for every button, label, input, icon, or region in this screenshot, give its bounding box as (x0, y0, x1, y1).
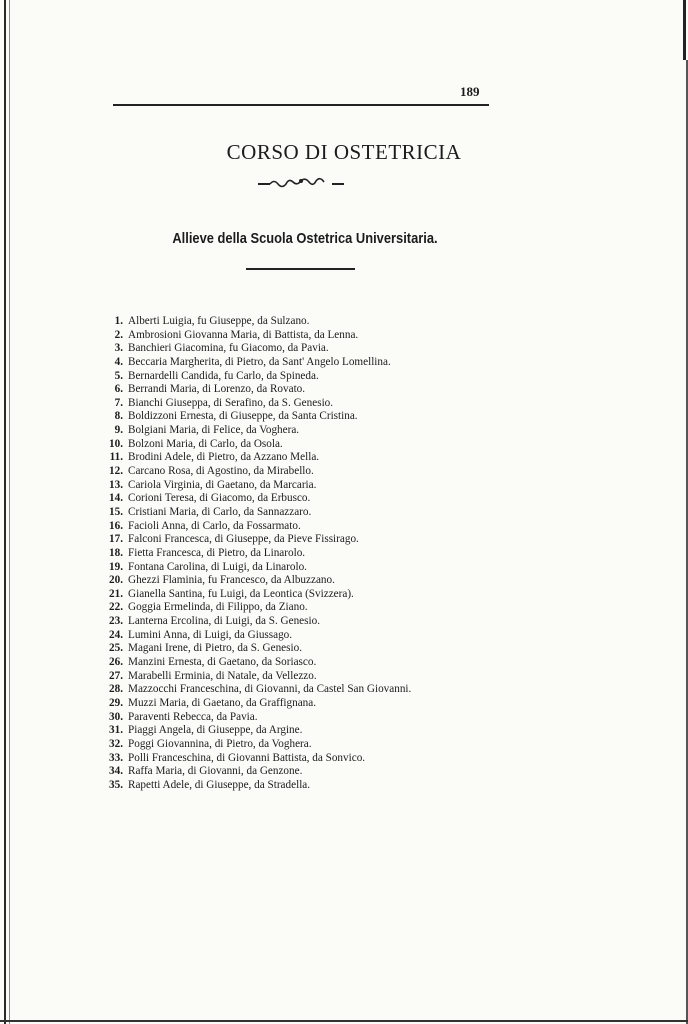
list-item-text: Alberti Luigia, fu Giuseppe, da Sulzano. (128, 315, 310, 327)
list-item (104, 561, 524, 575)
list-item-number: 33. (109, 751, 123, 764)
list-item (104, 642, 524, 656)
list-item (104, 629, 524, 643)
list-item-number: 26. (109, 656, 123, 669)
list-item-text: Bernardelli Candida, fu Carlo, da Spineda. (128, 369, 319, 382)
list-item (104, 506, 524, 520)
list-item-number: 9. (114, 424, 123, 437)
list-item-text: Fietta Francesca, di Pietro, da Linarolo. (128, 546, 306, 559)
list-item-number: 3. (114, 342, 123, 355)
list-item-text: Falconi Francesca, di Giuseppe, da Pieve Fissirago. (128, 533, 359, 546)
list-item-number: 12. (109, 465, 123, 478)
list-item-number: 14. (109, 492, 123, 505)
list-item (104, 752, 524, 766)
list-item-number: 31. (109, 724, 123, 737)
list-item-number: 25. (109, 642, 123, 655)
list-item-number: 24. (109, 628, 123, 641)
list-item-text: Polli Franceschina, di Giovanni Battista, da Sonvico. (128, 751, 366, 764)
list-item-text: Poggi Giovannina, di Pietro, da Voghera. (128, 737, 312, 750)
section-subtitle: Allieve della Scuola Ostetrica Universitaria. (172, 230, 438, 247)
list-item (104, 438, 524, 452)
list-item-number: 5. (114, 369, 123, 382)
list-item (104, 738, 524, 752)
page-number: 189 (460, 84, 480, 99)
list-item (104, 547, 524, 561)
list-item-number: 7. (114, 396, 123, 409)
list-item (104, 711, 524, 725)
list-item (104, 410, 524, 424)
list-item-number: 20. (109, 574, 123, 587)
list-item-text: Manzini Ernesta, di Gaetano, da Soriasco. (128, 656, 317, 669)
list-item (104, 615, 524, 629)
list-item (104, 601, 524, 615)
list-item-text: Paraventi Rebecca, da Pavia. (128, 710, 258, 723)
ornament-divider-icon (258, 176, 344, 190)
list-item-number: 29. (109, 696, 123, 709)
list-item-number: 30. (109, 710, 123, 723)
list-item-number: 23. (109, 615, 123, 628)
page-bottom-edge (0, 1020, 688, 1022)
subtitle-rule (246, 268, 355, 270)
list-item (104, 697, 524, 711)
list-item-number: 21. (109, 587, 123, 600)
list-item-number: 8. (114, 410, 123, 423)
list-item-text: Bolzoni Maria, di Carlo, da Osola. (128, 437, 283, 450)
list-item-number: 22. (109, 601, 123, 614)
list-item-text: Banchieri Giacomina, fu Giacomo, da Pavia. (128, 342, 329, 355)
list-item-text: Cristiani Maria, di Carlo, da Sannazzaro. (128, 505, 312, 518)
page-title: CORSO DI OSTETRICIA (226, 140, 462, 164)
list-item-number: 6. (114, 383, 123, 396)
list-item-text: Berrandi Maria, di Lorenzo, da Rovato. (128, 383, 306, 396)
list-item (104, 397, 524, 411)
list-item-number: 2. (114, 328, 123, 341)
list-item-number: 35. (109, 778, 123, 791)
list-item-text: Piaggi Angela, di Giuseppe, da Argine. (128, 724, 303, 737)
list-item-text: Fontana Carolina, di Luigi, da Linarolo. (128, 560, 307, 573)
list-item-number: 17. (109, 533, 123, 546)
list-item-number: 4. (114, 355, 123, 368)
list-item-number: 11. (109, 451, 123, 464)
list-item-text: Carcano Rosa, di Agostino, da Mirabello. (128, 465, 314, 478)
list-item-number: 19. (109, 560, 123, 573)
list-item-number: 16. (109, 519, 123, 532)
list-item-text: Boldizzoni Ernesta, di Giuseppe, da Santa Cristina. (128, 410, 358, 423)
list-item-text: Brodini Adele, di Pietro, da Azzano Mella. (128, 451, 320, 464)
list-item-number: 34. (109, 765, 123, 778)
list-item-number: 18. (109, 546, 123, 559)
list-item (104, 342, 524, 356)
list-item-text: Beccaria Margherita, di Pietro, da Sant' Angelo Lomellina. (128, 355, 391, 368)
list-item-text: Facioli Anna, di Carlo, da Fossarmato. (128, 519, 301, 532)
list-item (104, 588, 524, 602)
list-item-text: Rapetti Adele, di Giuseppe, da Stradella. (128, 778, 311, 791)
list-item (104, 492, 524, 506)
list-item-text: Bolgiani Maria, di Felice, da Voghera. (128, 424, 300, 437)
list-item-text: Raffa Maria, di Giovanni, da Genzone. (128, 765, 303, 778)
list-item (104, 424, 524, 438)
list-item (104, 356, 524, 370)
list-item-number: 27. (109, 669, 123, 682)
list-item (104, 670, 524, 684)
list-item (104, 329, 524, 343)
header-rule (113, 104, 489, 106)
list-item (104, 533, 524, 547)
list-item-text: Cariola Virginia, di Gaetano, da Marcaria. (128, 478, 317, 491)
list-item-text: Bianchi Giuseppa, di Serafino, da S. Genesio. (128, 396, 334, 409)
list-item-number: 1. (114, 315, 123, 327)
list-item (104, 683, 524, 697)
list-item-number: 28. (109, 683, 123, 696)
list-item-text: Muzzi Maria, di Gaetano, da Graffignana. (128, 696, 317, 709)
list-item-text: Magani Irene, di Pietro, da S. Genesio. (128, 642, 302, 655)
list-item (104, 451, 524, 465)
list-item (104, 765, 524, 779)
student-list (104, 315, 524, 792)
list-item (104, 370, 524, 384)
list-item (104, 315, 524, 329)
list-item (104, 779, 524, 793)
list-item-number: 32. (109, 737, 123, 750)
list-item-text: Ambrosioni Giovanna Maria, di Battista, da Lenna. (128, 328, 359, 341)
page-right-edge-top (683, 0, 686, 60)
list-item-text: Ghezzi Flaminia, fu Francesco, da Albuzzano. (128, 574, 335, 587)
list-item (104, 574, 524, 588)
list-item-text: Corioni Teresa, di Giacomo, da Erbusco. (128, 492, 311, 505)
list-item-number: 10. (109, 437, 123, 450)
list-item (104, 479, 524, 493)
list-item-number: 13. (109, 478, 123, 491)
list-item-number: 15. (109, 505, 123, 518)
list-item-text: Goggia Ermelinda, di Filippo, da Ziano. (128, 601, 308, 614)
list-item (104, 656, 524, 670)
list-item-text: Lumini Anna, di Luigi, da Giussago. (128, 628, 293, 641)
list-item-text: Gianella Santina, fu Luigi, da Leontica (Svizzera). (128, 587, 354, 600)
list-item (104, 520, 524, 534)
list-item-text: Lanterna Ercolina, di Luigi, da S. Genesio. (128, 615, 320, 628)
list-item-text: Mazzocchi Franceschina, di Giovanni, da Castel San Giovanni. (128, 683, 412, 696)
list-item (104, 724, 524, 738)
list-item (104, 383, 524, 397)
list-item-text: Marabelli Erminia, di Natale, da Vellezzo. (128, 669, 317, 682)
list-item (104, 465, 524, 479)
